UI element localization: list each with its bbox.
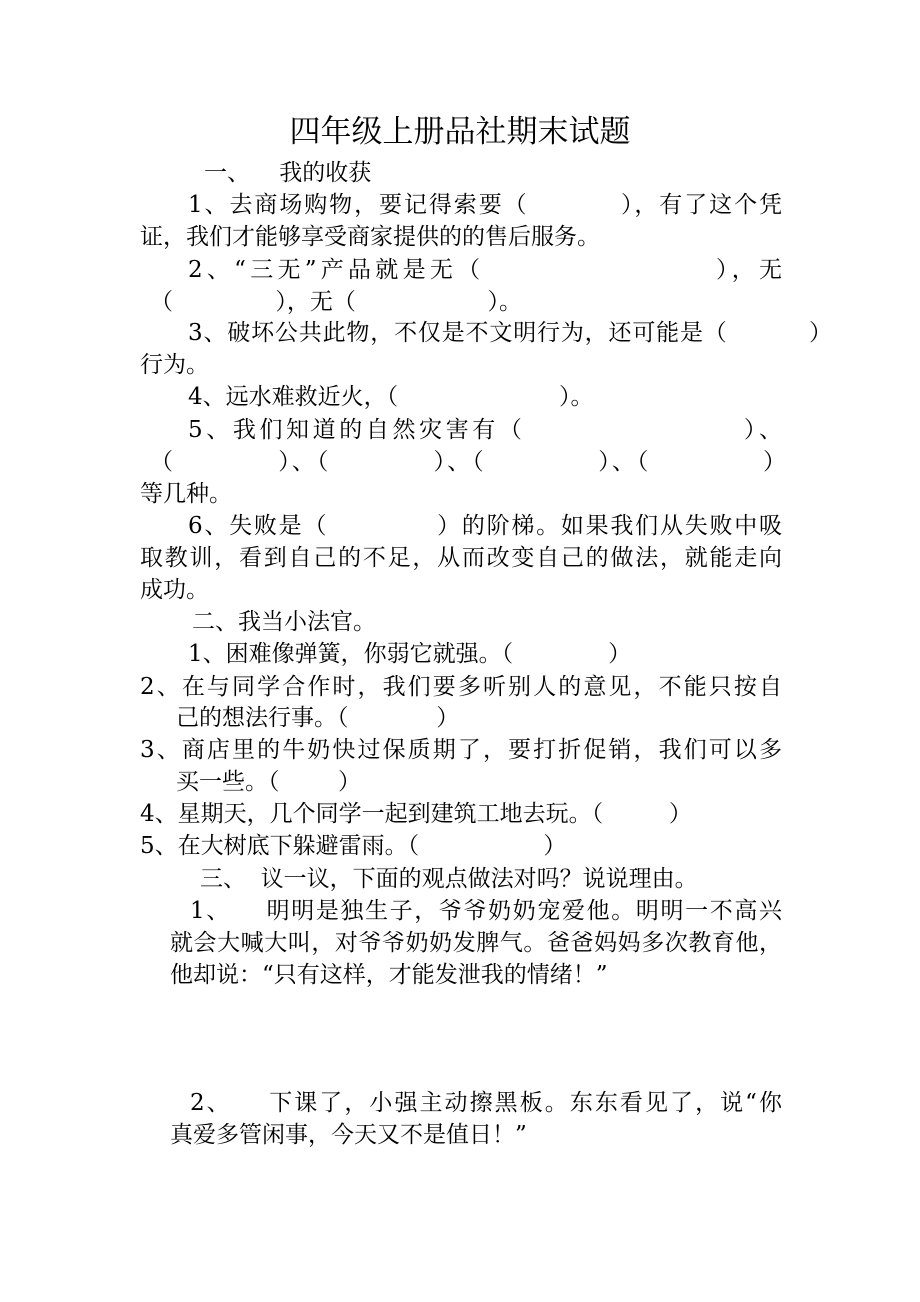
question-2-3-line-2: 买一些。（ ） xyxy=(176,769,361,795)
section-3-heading: 三、 议一议，下面的观点做法对吗？说说理由。 xyxy=(200,866,698,892)
question-3-2-line-2: 真爱多管闲事，今天又不是值日！” xyxy=(170,1122,527,1148)
question-1-3-line-2: 行为。 xyxy=(140,352,209,378)
question-1-5-line-2: （ ）、（ ）、（ ）、（ ） xyxy=(150,449,786,475)
question-1-2-line-1: 2、“三无”产品就是无（ ），无 xyxy=(188,257,782,283)
question-3-1-line-2: 就会大喊大叫，对爷爷奶奶发脾气。爸爸妈妈多次教育他， xyxy=(170,930,782,956)
question-2-4: 4、星期天，几个同学一起到建筑工地去玩。（ ） xyxy=(140,801,692,827)
question-3-1-line-1: 1、 明明是独生子，爷爷奶奶宠爱他。明明一不高兴 xyxy=(190,898,782,924)
question-2-2-line-1: 2、在与同学合作时，我们要多听别人的意见，不能只按自 xyxy=(140,674,782,700)
section-2-heading: 二、我当小法官。 xyxy=(192,609,376,635)
question-1-2-line-2: （ ），无（ ）。 xyxy=(150,289,522,315)
question-1-3-line-1: 3、破坏公共此物，不仅是不文明行为，还可能是（ ） xyxy=(188,320,832,346)
question-1-6-line-2: 取教训，看到自己的不足，从而改变自己的做法，就能走向 xyxy=(140,545,782,571)
question-1-1-line-1: 1、去商场购物，要记得索要（ ），有了这个凭 xyxy=(188,192,782,218)
question-2-1: 1、困难像弹簧，你弱它就强。（ ） xyxy=(188,641,632,667)
question-1-4: 4、远水难救近火，（ ）。 xyxy=(188,384,594,410)
question-3-2-line-1: 2、 下课了，小强主动擦黑板。东东看见了，说“你 xyxy=(190,1090,782,1116)
question-1-6-line-1: 6、失败是（ ）的阶梯。如果我们从失败中吸 xyxy=(188,513,782,539)
page-title: 四年级上册品社期末试题 xyxy=(289,114,631,150)
question-2-5: 5、在大树底下躲避雷雨。（ ） xyxy=(140,833,567,859)
question-1-5-line-3: 等几种。 xyxy=(140,481,232,507)
question-1-5-line-1: 5、我们知道的自然灾害有（ ）、 xyxy=(188,417,782,443)
question-1-6-line-3: 成功。 xyxy=(140,577,209,603)
section-1-heading: 一、 我的收获 xyxy=(204,160,372,186)
question-2-2-line-2: 己的想法行事。（ ） xyxy=(176,705,460,731)
question-2-3-line-1: 3、商店里的牛奶快过保质期了，要打折促销，我们可以多 xyxy=(140,737,782,763)
question-3-1-line-3: 他却说：“只有这样，才能发泄我的情绪！” xyxy=(170,962,608,988)
question-1-1-line-2: 证，我们才能够享受商家提供的的售后服务。 xyxy=(140,224,600,250)
